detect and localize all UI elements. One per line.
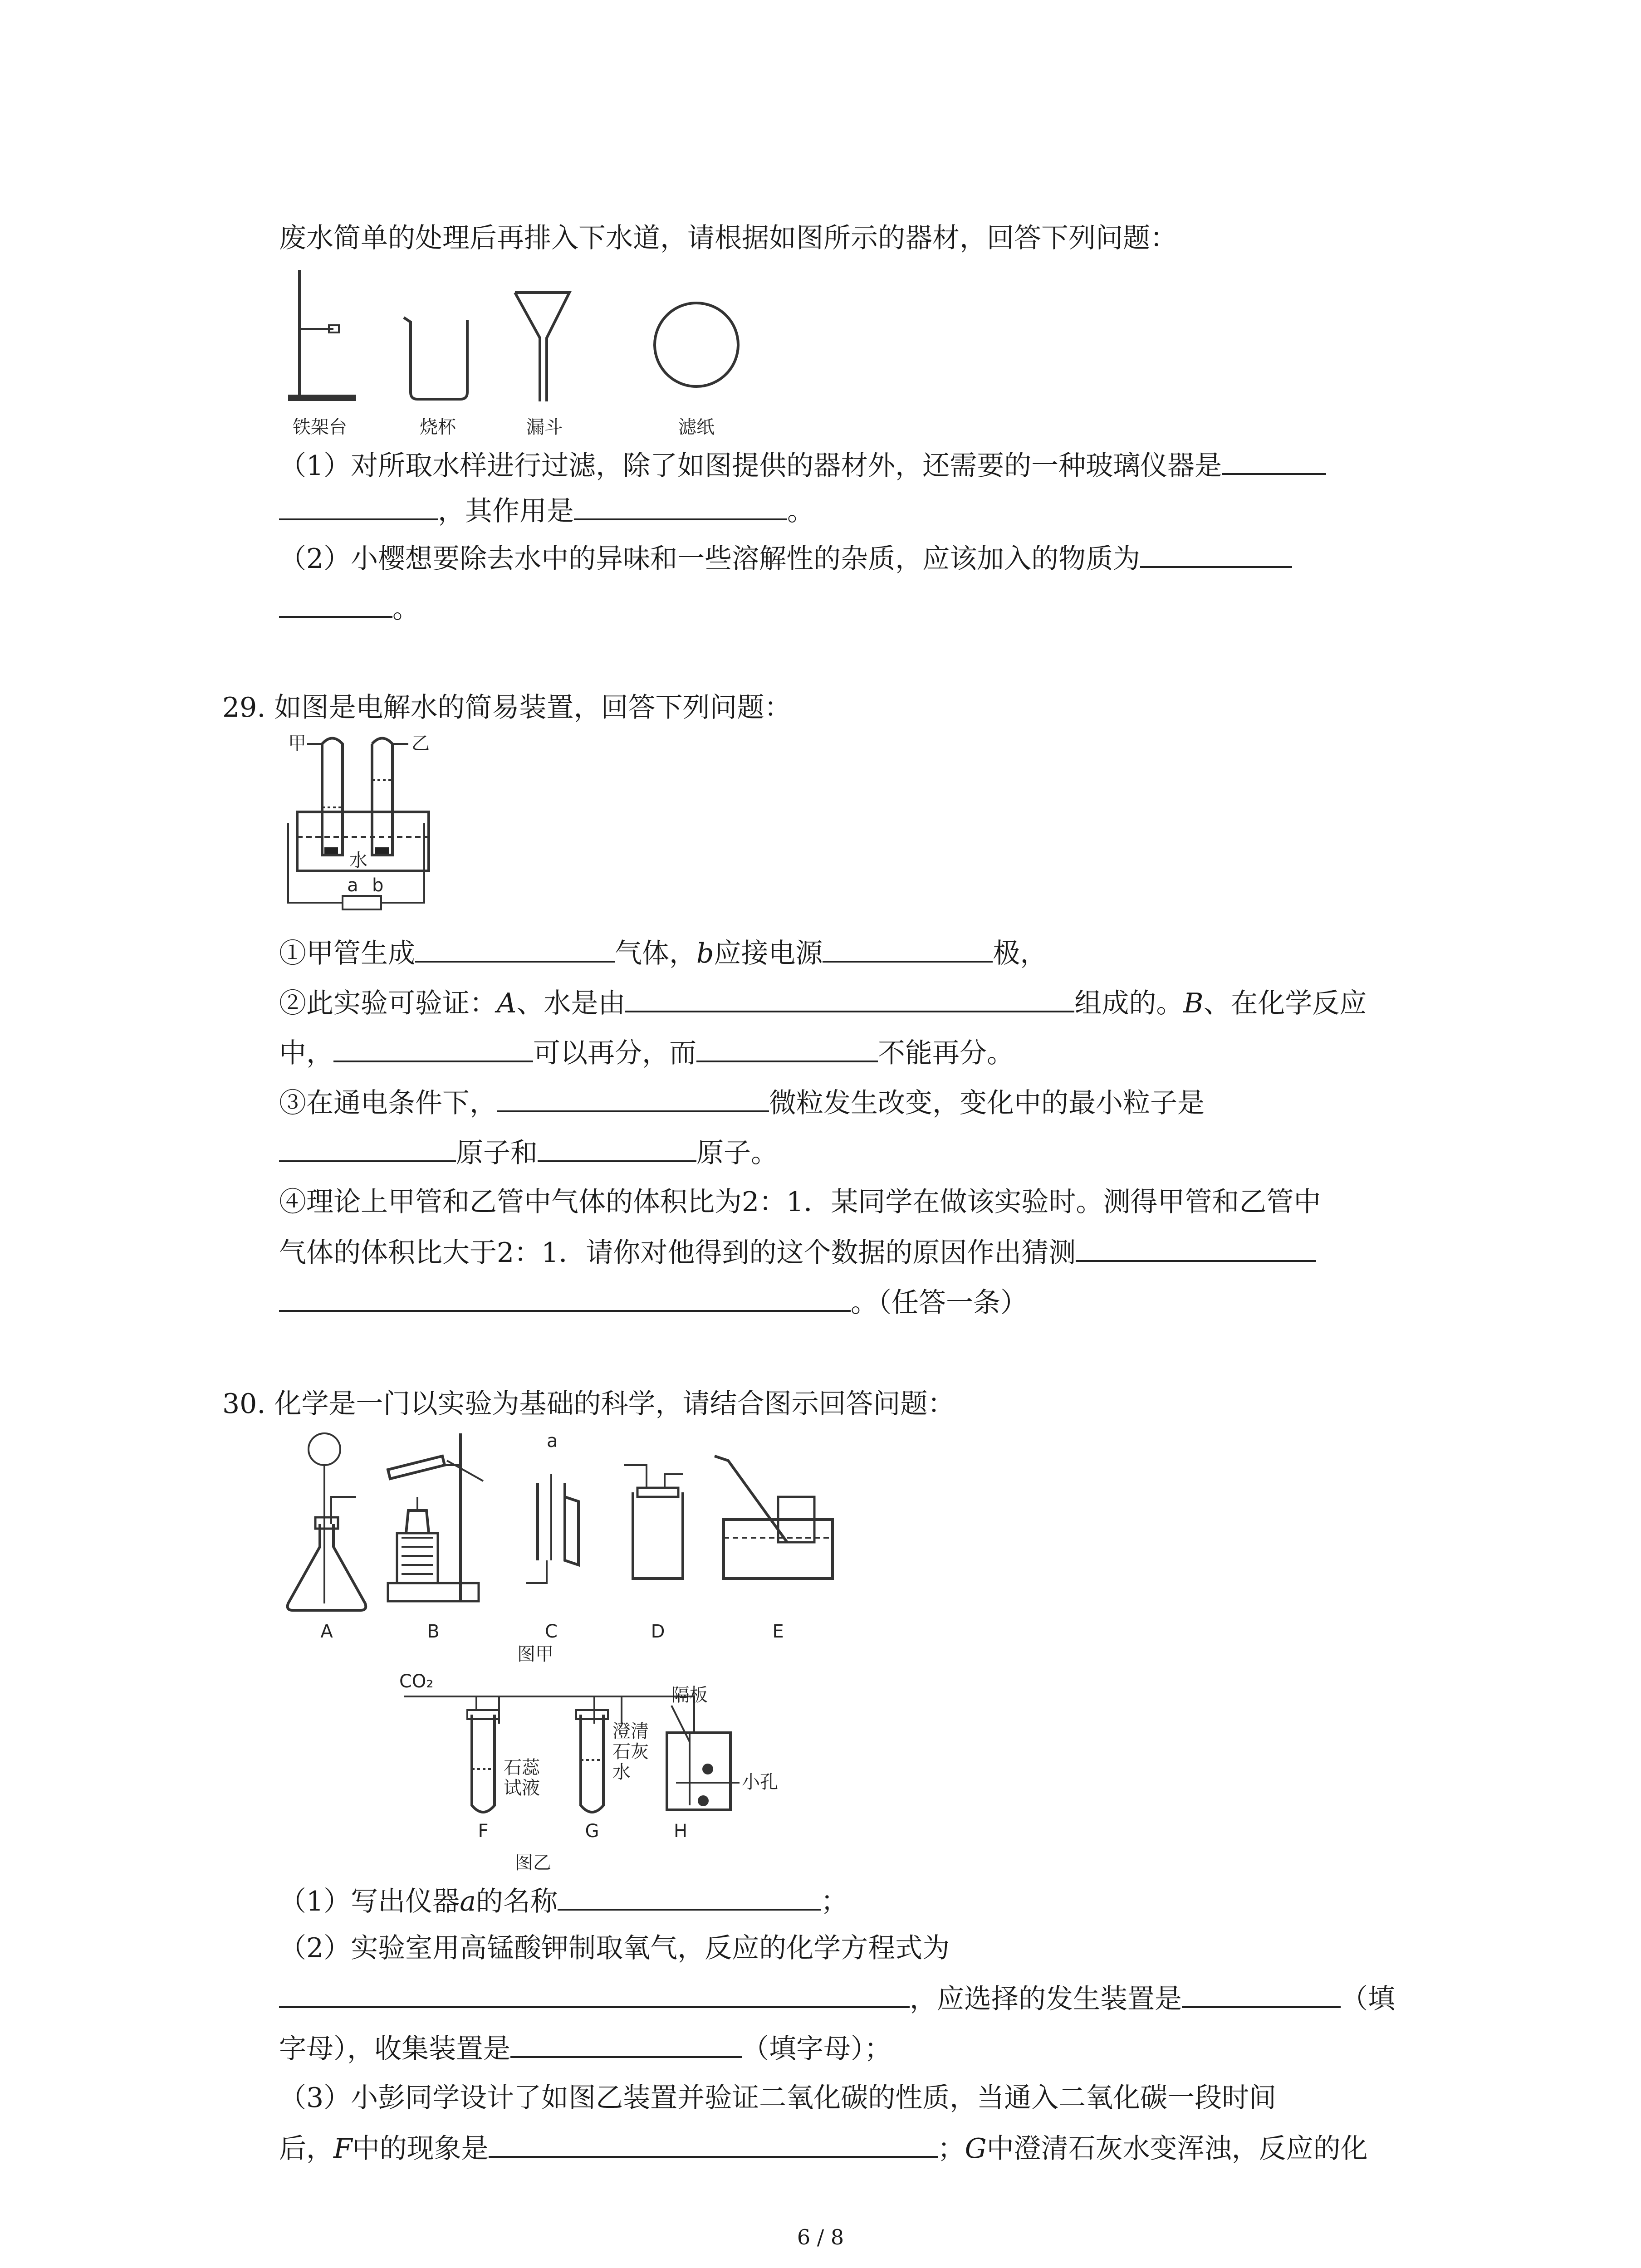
label-H: H — [673, 1821, 688, 1842]
answer-blank[interactable] — [558, 1882, 821, 1911]
q30-line3 — [279, 1980, 1395, 2017]
text: 。 — [787, 495, 814, 527]
var-a: a — [460, 1886, 476, 1917]
label-iron-stand: 铁架台 — [293, 417, 347, 438]
var-F: F — [333, 2133, 353, 2165]
label-D: D — [651, 1621, 665, 1642]
text: 的名称 — [475, 1886, 558, 1917]
beaker-drawing — [404, 318, 467, 399]
var-b: b — [696, 938, 714, 969]
text: ，其作用是 — [438, 495, 574, 527]
answer-blank[interactable] — [279, 1284, 851, 1312]
answer-blank[interactable] — [415, 934, 615, 963]
q30-number: 30. — [222, 1388, 266, 1420]
label-water: 水 — [349, 850, 367, 871]
text: 原子。 — [696, 1137, 778, 1169]
q30-figure-yi — [395, 1669, 803, 1878]
text: （1）写出仪器 — [279, 1886, 460, 1917]
label-filter-paper: 滤纸 — [678, 417, 715, 438]
label-a: a — [347, 875, 358, 896]
q29-stem-text: 如图是电解水的简易装置，回答下列问题： — [274, 692, 792, 723]
q29-line7 — [279, 1234, 1316, 1271]
label-funnel: 漏斗 — [526, 417, 563, 438]
var-B: B — [1183, 987, 1204, 1019]
label-jia: 甲 — [288, 735, 306, 754]
text: 原子和 — [456, 1137, 538, 1169]
q30-line6 — [279, 2130, 1368, 2167]
q28-1-line1 — [279, 447, 1326, 484]
label-xiaokong: 小孔 — [742, 1772, 778, 1793]
q28-figure — [279, 265, 778, 442]
var-A: A — [497, 987, 517, 1019]
text: ③在通电条件下， — [279, 1087, 497, 1119]
text: （2）小樱想要除去水中的异味和一些溶解性的杂质，应该加入的物质为 — [279, 543, 1141, 575]
label-b: b — [372, 875, 384, 896]
funnel-drawing — [515, 293, 569, 401]
text: ②此实验可验证： — [279, 987, 497, 1019]
label-B: B — [427, 1621, 440, 1642]
q30-line5: （3）小彭同学设计了如图乙装置并验证二氧化碳的性质，当通入二氧化碳一段时间 — [279, 2082, 1277, 2114]
answer-blank[interactable] — [489, 2130, 938, 2158]
q29-line3 — [279, 1034, 1014, 1071]
answer-blank[interactable] — [574, 492, 787, 520]
text: 不能再分。 — [878, 1037, 1014, 1069]
text: 气体， — [615, 938, 696, 969]
text: 。 — [392, 593, 420, 625]
answer-blank[interactable] — [1222, 447, 1326, 475]
answer-blank[interactable] — [279, 1980, 910, 2008]
text: ①甲管生成 — [279, 938, 415, 969]
text: 字母），收集装置是 — [279, 2033, 510, 2065]
answer-blank[interactable] — [625, 984, 1074, 1012]
apparatus-C — [526, 1431, 578, 1583]
answer-blank[interactable] — [510, 2030, 742, 2058]
text: 可以再分，而 — [533, 1037, 696, 1069]
q30-figure-jia — [279, 1429, 869, 1665]
apparatus-B — [388, 1433, 483, 1601]
label-yi: 乙 — [411, 735, 430, 754]
label-F: F — [478, 1821, 489, 1842]
q29-line1 — [279, 934, 1047, 972]
text: 。（任答一条） — [851, 1287, 1028, 1319]
iron-stand-drawing — [288, 270, 356, 401]
label-shirui-2: 试液 — [504, 1778, 540, 1799]
caption-yi: 图乙 — [515, 1853, 551, 1873]
label-E: E — [772, 1621, 784, 1642]
q30-line1 — [279, 1882, 848, 1920]
text: 中， — [279, 1037, 333, 1069]
apparatus-D — [624, 1465, 683, 1579]
label-a: a — [547, 1431, 558, 1452]
filter-paper-drawing — [655, 303, 738, 386]
text: 中的现象是 — [352, 2133, 489, 2165]
answer-blank[interactable] — [279, 590, 392, 618]
answer-blank[interactable] — [823, 934, 993, 963]
label-chengqing-3: 水 — [612, 1762, 631, 1783]
text: 微粒发生改变，变化中的最小粒子是 — [769, 1087, 1205, 1119]
q29-line8 — [279, 1284, 1028, 1321]
var-G: G — [965, 2133, 987, 2165]
label-C: C — [545, 1621, 558, 1642]
q28-1-line2 — [279, 492, 814, 529]
label-chengqing-2: 石灰 — [612, 1741, 649, 1762]
q28-2-line2 — [279, 590, 420, 627]
apparatus-E — [715, 1456, 833, 1579]
answer-blank[interactable] — [1140, 540, 1292, 568]
text: （填字母）； — [742, 2033, 892, 2065]
text: 、水是由 — [516, 987, 626, 1019]
apparatus-A — [288, 1433, 366, 1610]
q30-line4 — [279, 2030, 892, 2067]
text: ； — [937, 2133, 965, 2165]
text: 中澄清石灰水变浑浊，反应的化 — [986, 2133, 1368, 2165]
q29-number: 29. — [222, 692, 266, 723]
text: 后， — [279, 2133, 333, 2165]
answer-blank[interactable] — [696, 1034, 878, 1062]
text: 应接电源 — [714, 938, 823, 969]
q30-stem-text: 化学是一门以实验为基础的科学，请结合图示回答问题： — [274, 1388, 955, 1420]
q28-2-line1 — [279, 540, 1292, 577]
q30-line2: （2）实验室用高锰酸钾制取氧气，反应的化学方程式为 — [279, 1932, 950, 1964]
caption-jia: 图甲 — [517, 1644, 554, 1665]
label-G: G — [585, 1821, 599, 1842]
answer-blank[interactable] — [279, 1134, 456, 1162]
label-beaker: 烧杯 — [420, 417, 456, 438]
label-chengqing-1: 澄清 — [612, 1721, 649, 1742]
q29-line4 — [279, 1084, 1205, 1121]
q29-line2 — [279, 984, 1367, 1022]
answer-blank[interactable] — [1076, 1234, 1316, 1262]
q29-line6: ④理论上甲管和乙管中气体的体积比为2：1．某同学在做该实验时。测得甲管和乙管中 — [279, 1186, 1321, 1218]
q30-stem — [222, 1386, 955, 1422]
text: （1）对所取水样进行过滤，除了如图提供的器材外，还需要的一种玻璃仪器是 — [279, 450, 1222, 482]
q29-line5 — [279, 1134, 778, 1171]
answer-blank[interactable] — [497, 1084, 769, 1112]
answer-blank[interactable] — [1182, 1980, 1341, 2008]
text: ，应选择的发生装置是 — [910, 1983, 1182, 2015]
text: 极， — [993, 938, 1048, 969]
label-geban: 隔板 — [671, 1685, 708, 1706]
label-A: A — [320, 1621, 333, 1642]
answer-blank[interactable] — [279, 492, 438, 520]
page-number: 6 / 8 — [797, 2225, 844, 2249]
text: ； — [820, 1886, 848, 1917]
label-co2: CO₂ — [399, 1671, 434, 1692]
text: 气体的体积比大于2：1．请你对他得到的这个数据的原因作出猜测 — [279, 1237, 1076, 1269]
answer-blank[interactable] — [333, 1034, 533, 1062]
q29-electrolysis-figure — [279, 735, 470, 925]
answer-blank[interactable] — [538, 1134, 696, 1162]
text: 组成的。 — [1074, 987, 1184, 1019]
text: 、在化学反应 — [1203, 987, 1367, 1019]
label-shirui-1: 石蕊 — [504, 1757, 540, 1778]
intro-line: 废水简单的处理后再排入下水道，请根据如图所示的器材，回答下列问题： — [279, 222, 1177, 254]
text: （填 — [1341, 1983, 1395, 2015]
q29-stem — [222, 689, 792, 726]
